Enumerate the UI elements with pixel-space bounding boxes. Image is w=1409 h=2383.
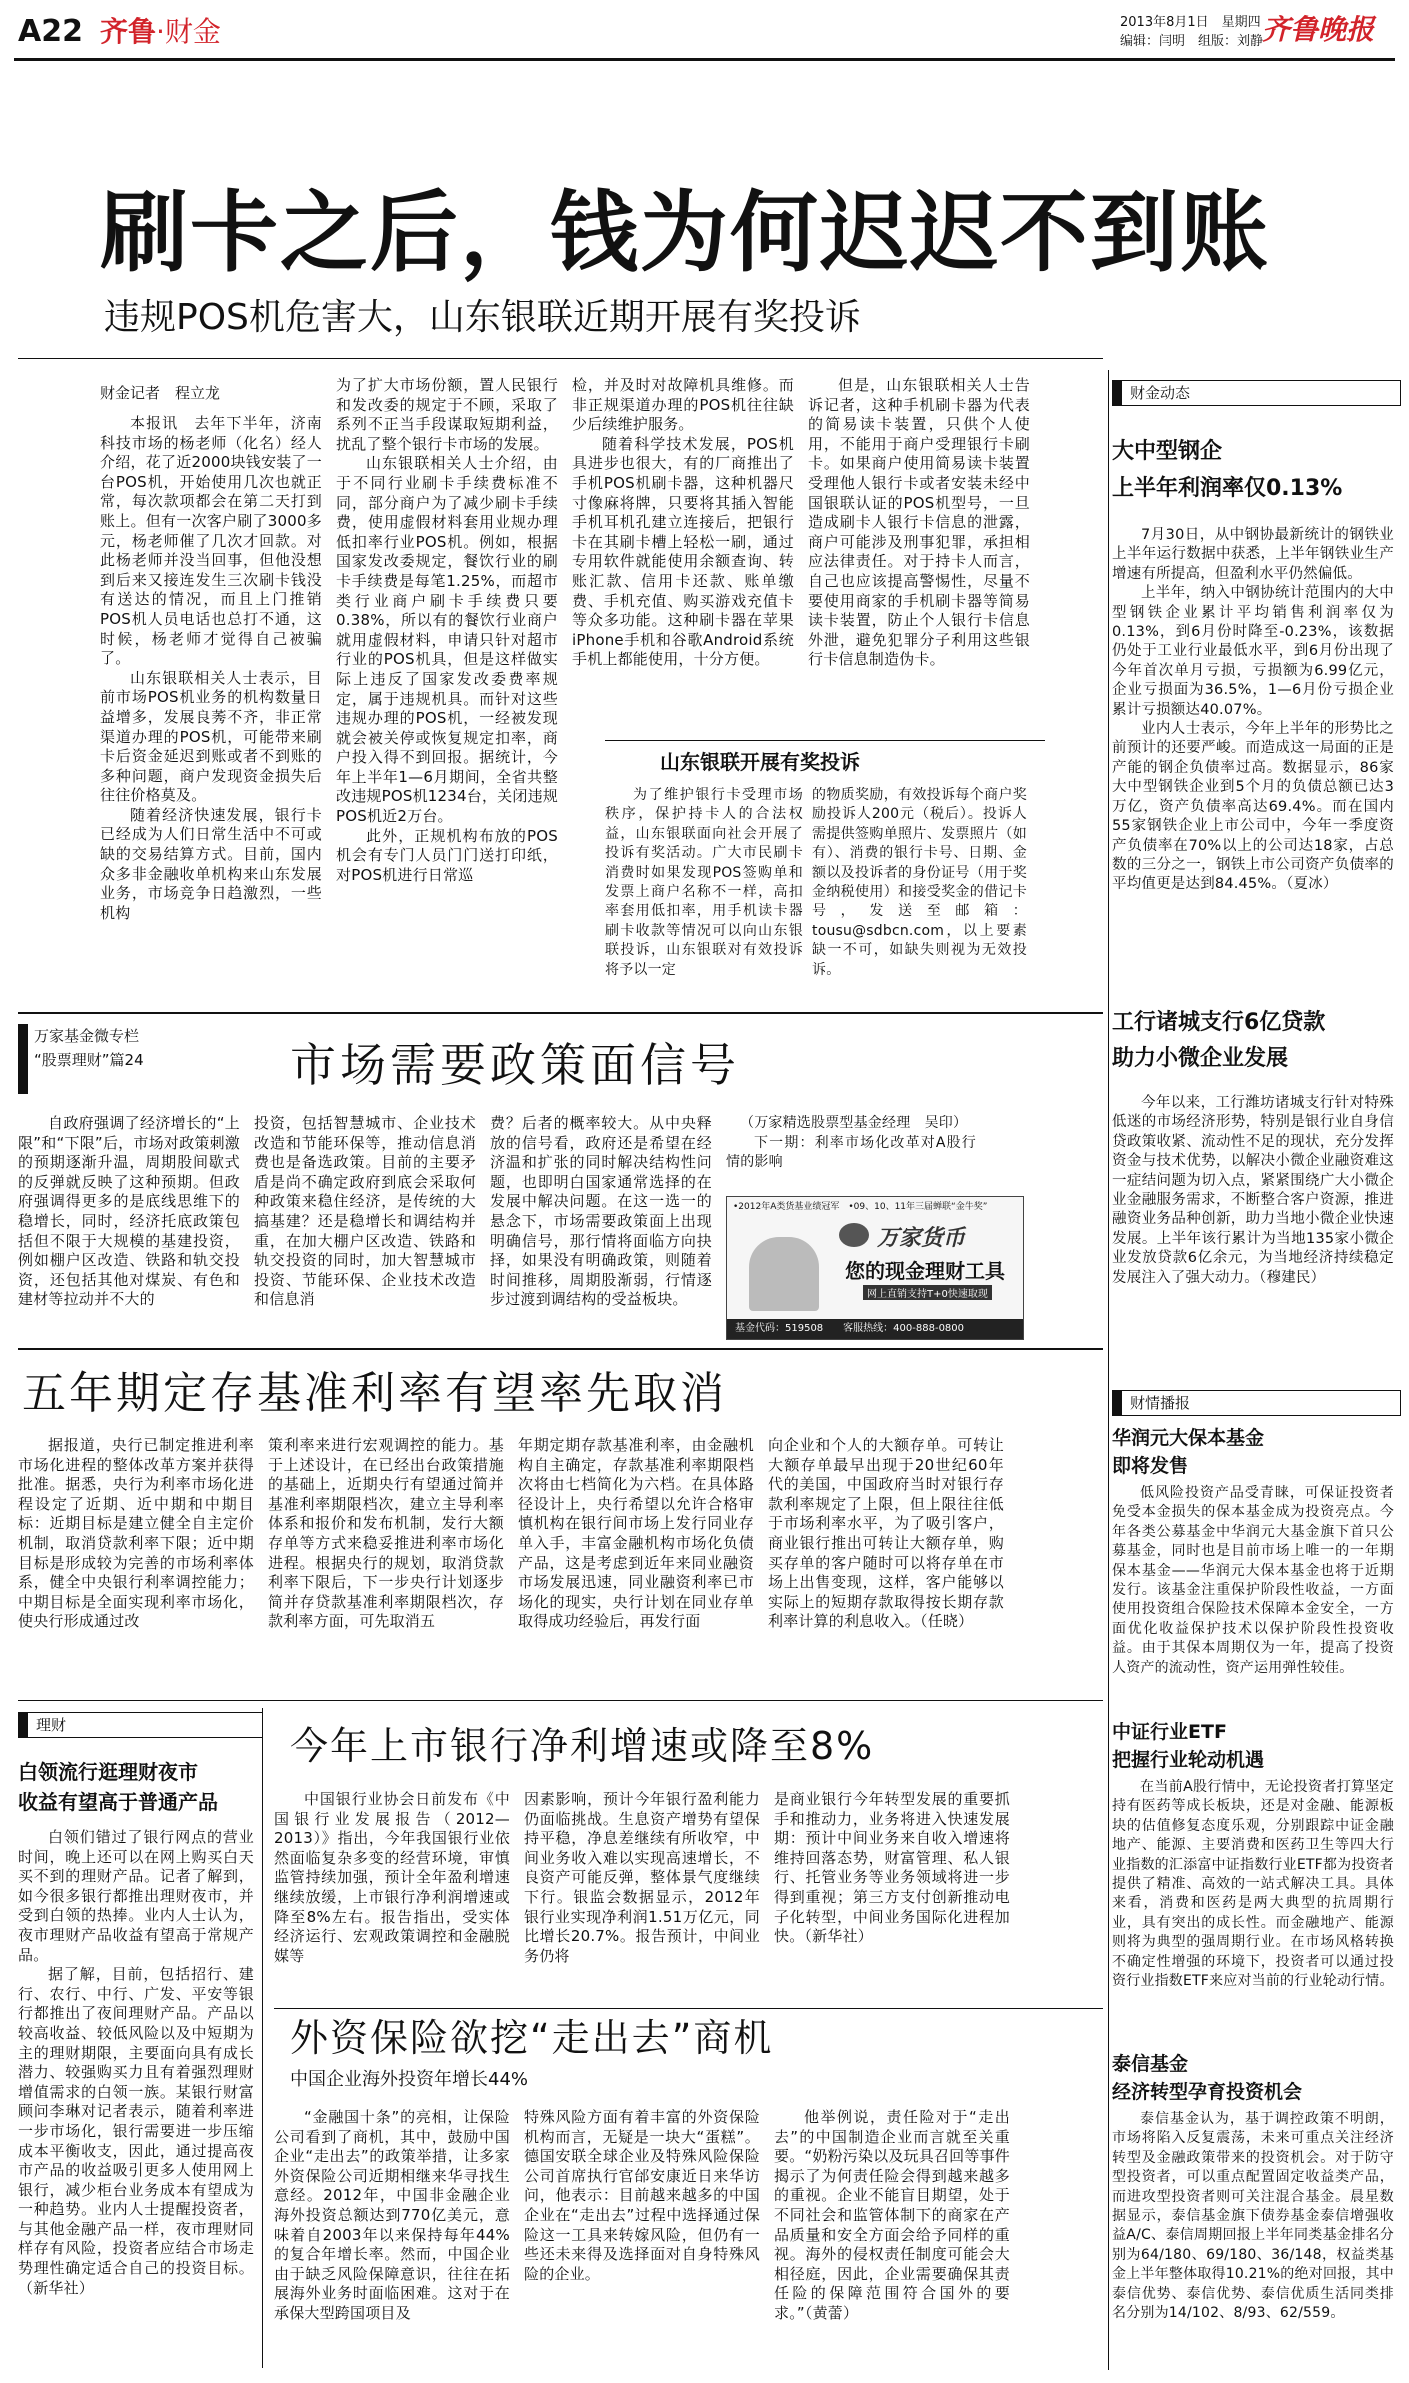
rate-col3-text: 年期定期存款基准利率，由金融机构自主确定，存款基准利率期限档次将由七档简化为六档。在具体路径设计上，央行希望以允许合格审慎机构在银行间市场上发行同业存单入手，丰富金融机构市场化负债产品，这是考虑到近年来同业融资市场发展迅速，同业融资利率已市场化的现实，央行计划在同业存单取得成功经验后，再发行面 bbox=[518, 1436, 754, 1631]
bank-col2-text: 因素影响，预计今年银行盈利能力仍面临挑战。生息资产增势有望保持平稳，净息差继续有所收窄，中间业务收入难以实现高速增长，不良资产可能反弹，整体景气度继续下行。银监会数据显示，2012年银行业实现净利润1.51万亿元，同比增长20.7%。报告预计，中间业务仍将 bbox=[524, 1790, 760, 1965]
licai-headline-1: 白领流行逛理财夜市 bbox=[18, 1760, 198, 1784]
taixin-body bbox=[1112, 2110, 1394, 2372]
page-header bbox=[0, 0, 1409, 62]
box-rule bbox=[605, 740, 1045, 741]
bank-col3-text: 是商业银行今年转型发展的重要抓手和推动力，业务将进入快速发展期：预计中间业务来自收入增速将维持回落态势，财富管理、私人银行、托管业务等业务领域将进一步得到重视；第三方支付创新推动电子化转型，中间业务国际化进程加快。（新华社） bbox=[774, 1790, 1010, 1946]
lead-headline: 刷卡之后，钱为何迟迟不到账 bbox=[100, 181, 1271, 284]
insurance-headline: 外资保险欲挖“走出去”商机 bbox=[290, 2016, 774, 2060]
licai-headline-2: 收益有望高于普通产品 bbox=[18, 1790, 218, 1814]
ad-sub: 网上直销支持T+0快速取现 bbox=[863, 1285, 992, 1300]
market-col2-text: 投资，包括智慧城市、企业技术改造和节能环保等，推动信息消费也是备选政策。目前的主要矛盾是尚不确定政府到底会采取何种政策来稳住经济，是传统的大搞基建？还是稳增长和调结构并重，在加大棚户区改造、铁路和轨交投资的同时，加大智慧城市投资、节能环保、企业技术改造和信息消 bbox=[254, 1114, 476, 1309]
rate-bottom-rule bbox=[18, 1700, 1103, 1701]
ad-code: 基金代码：519508 客服热线：400-888-0800 bbox=[727, 1319, 1024, 1339]
lead-col-2 bbox=[336, 376, 558, 1004]
steel-headline-1: 大中型钢企 bbox=[1112, 439, 1223, 464]
rate-col-3 bbox=[518, 1436, 754, 1690]
lead-col3-p2: 随着科学技术发展，POS机具进步也很大，有的厂商推出了手机POS机刷卡器，这种机器尺寸像麻将牌，只要将其插入智能手机耳机孔建立连接后，把银行卡在其刷卡槽上轻松一刷，通过专用软件就能使用余额查询、转账汇款、信用卡还款、账单缴费、手机充值、购买游戏充值卡等众多功能。这种刷卡器在苹果iPhone手机和谷歌Android系统手机上都能使用，十分方便。 bbox=[572, 434, 794, 669]
lead-col1-p1: 本报讯 去年下半年，济南科技市场的杨老师（化名）经人介绍，花了近2000块钱安装了一台POS机，开始使用几次也就正常，每次款项都会在第二天打到账上。但有一次客户刷了3000多元，杨老师催了几次才回款。对此杨老师并没当回事，但他没想到后来又接连发生三次刷卡钱没有送达的情况，而且上门推销POS机人员电话也总打不通，这时候，杨老师才觉得自己被骗了。 bbox=[100, 414, 322, 668]
lead-col2-p1: 为了扩大市场份额，置人民银行和发改委的规定于不顾，采取了系列不正当手段谋取短期利益，扰乱了整个银行卡市场的发展。 bbox=[336, 376, 558, 453]
fund-tag: 财情播报 bbox=[1112, 1390, 1401, 1416]
etf-headline-1: 中证行业ETF bbox=[1112, 1721, 1227, 1743]
box-right-text: 的物质奖励，有效投诉每个商户奖励投诉人200元（税后）。投诉人需提供签购单照片、发票照片（如有）、消费的银行卡号、日期、金额以及投诉者的身份证号（用于奖金纳税使用）和接受奖金的借记卡号，发送至邮箱：tousu@sdbcn.com，以上要素缺一不可，如缺失则视为无效投诉。 bbox=[812, 787, 1027, 978]
taixin-headline-2: 经济转型孕育投资机会 bbox=[1112, 2081, 1303, 2103]
hx-headline-2: 即将发售 bbox=[1112, 1455, 1189, 1477]
rate-col2-text: 策利率来进行宏观调控的能力。基于上述设计，在已经出台政策措施的基础上，近期央行有望通过简并基准利率期限档次，建立主导利率体系和报价和发布机制，发行大额存单等方式来稳妥推进利率市场化进程。根据央行的规划，取消贷款利率下限后，下一步央行计划逐步简并存贷款基准利率期限档次，存款利率方面，可先取消五 bbox=[268, 1436, 504, 1631]
editor-line: 编辑：闫明 组版：刘静 bbox=[1120, 34, 1264, 49]
market-col-3 bbox=[490, 1114, 712, 1334]
market-col-4 bbox=[726, 1114, 976, 1194]
fund-ad bbox=[726, 1196, 1024, 1340]
insurance-col1-text: “金融国十条”的亮相，让保险公司看到了商机，其中，鼓励中国企业“走出去”的政策举措，让多家外资保险公司近期相继来华寻找生意经。2012年，中国非金融企业海外投资总额达到770亿美元，意味着自2003年以来保持每年44%的复合年增长率。然而，中国企业由于缺乏风险保障意识，往往在拓展海外业务时面临困难。这对于在承保大型跨国项目及 bbox=[274, 2108, 510, 2322]
etf-text: 在当前A股行情中，无论投资者打算坚定持有医药等成长板块，还是对金融、能源板块的估值修复态度乐观，分别跟踪中证金融地产、能源、主要消费和医药卫生等四大行业指数的汇添富中证指数行业ETF都为投资者提供了精准、高效的一站式解决工具。具体来看，消费和医药是两大典型的抗周期行业，具有突出的成长性。而金融地产、能源则将为典型的强周期行业。在市场风格转换不确定性增强的环境下，投资者可以通过投资行业指数ETF来应对当前的行业轮动行情。 bbox=[1112, 1779, 1394, 1990]
lead-byline: 财金记者 程立龙 bbox=[100, 384, 221, 402]
section-name: 财金 bbox=[164, 15, 221, 48]
lead-col-4 bbox=[808, 376, 1030, 731]
bank-bottom-rule bbox=[274, 2008, 1103, 2009]
lead-col4-p1: 但是，山东银联相关人士告诉记者，这种手机刷卡器为代表的简易读卡装置，只供个人使用，不能用于商户受理银行卡刷卡。如果商户使用简易读卡装置受理他人银行卡或者安装未经中国银联认证的POS机型号，一旦造成刷卡人银行卡信息的泄露，商户可能涉及刑事犯罪，承担相应法律责任。对于持卡人而言，自己也应该提高警惕性，尽量不要使用商家的手机刷卡器等简易读卡装置，防止个人银行卡信息外泄，避免犯罪分子利用这些银行卡信息制造伪卡。 bbox=[808, 376, 1030, 669]
insurance-col3-text: 他举例说，责任险对于“走出去”的中国制造企业而言就至关重要。“奶粉污染以及玩具召回等事件揭示了为何责任险会得到越来越多的重视。企业不能盲目期望，处于不同社会和监管体制下的商家在产品质量和安全方面会给予同样的重视。海外的侵权责任制度可能会大相径庭，因此，企业需要确保其责任险的保障范围符合国外的要求。”（黄蕾） bbox=[774, 2108, 1010, 2322]
box-title: 山东银联开展有奖投诉 bbox=[660, 750, 860, 774]
market-next: 下一期：利率市场化改革对A股行情的影响 bbox=[726, 1134, 976, 1171]
insurance-col-2 bbox=[524, 2108, 760, 2368]
bank-headline: 今年上市银行净利增速或降至8% bbox=[290, 1724, 875, 1768]
steel-p1: 7月30日，从中钢协最新统计的钢铁业上半年运行数据中获悉，上半年钢铁业生产增速有所提高，但盈利水平仍然偏低。 bbox=[1112, 527, 1394, 582]
hx-body bbox=[1112, 1484, 1394, 1716]
ad-figure-icon bbox=[749, 1237, 819, 1311]
lead-col2-p3: 此外，正规机构布放的POS机会有专门人员门门送打印纸，对POS机进行日常巡 bbox=[336, 826, 558, 884]
market-headline: 市场需要政策面信号 bbox=[290, 1038, 740, 1092]
lead-rule bbox=[18, 358, 1103, 359]
licai-p1: 白领们错过了银行网点的营业时间，晚上还可以在网上购买白天买不到的理财产品。记者了解到，如今很多银行都推出理财夜市，并受到白领的热捧。业内人士认为，夜市理财产品收益有望高于常规产品。 bbox=[18, 1828, 254, 1964]
insurance-col-1 bbox=[274, 2108, 510, 2368]
icbc-headline-2: 助力小微企业发展 bbox=[1112, 1046, 1289, 1071]
insurance-col-3 bbox=[774, 2108, 1010, 2368]
lead-col-1 bbox=[100, 414, 322, 1004]
box-right-col bbox=[812, 786, 1027, 1006]
lead-col3-p1: 检，并及时对故障机具维修。而非正规渠道办理的POS机往往缺少后续维护服务。 bbox=[572, 376, 794, 434]
box-left-col bbox=[605, 786, 803, 1006]
market-col1-text: 自政府强调了经济增长的“上限”和“下限”后，市场对政策刺激的预期逐渐升温，周期股间歇式的反弹就反映了这种预期。但政府强调得更多的是底线思维下的稳增长，同时，经济托底政策包括但不限于大规模的基建投资，例如棚户区改造、铁路和轨交投资，还包括其他对煤炭、有色和建材等拉动并不大的 bbox=[18, 1114, 240, 1309]
taixin-text: 泰信基金认为，基于调控政策不明朗，市场将陷入反复震荡，未来可重点关注经济转型及金融政策带来的投资机会。对于防守型投资者，可以重点配置固定收益类产品，而进攻型投资者则可关注混合基金。晨星数据显示，泰信基金旗下债券基金泰信增强收益A/C、泰信周期回报上半年同类基金排名分别为64/180、69/180、36/148，权益类基金上半年整体取得10.21%的绝对回报，其中泰信优势、泰信优势、泰信优质生活同类排名分别为14/102、8/93、62/559。 bbox=[1112, 2111, 1394, 2322]
insurance-col2-text: 特殊风险方面有着丰富的外资保险机构而言，无疑是一块大“蛋糕”。德国安联全球企业及特殊风险保险公司首席执行官邰安康近日来华访问，他表示：目前越来越多的中国企业在“走出去”过程中选择通过保险这一工具来转嫁风险，但仍有一些还未来得及选择面对自身特殊风险的企业。 bbox=[524, 2108, 760, 2283]
hx-headline-1: 华润元大保本基金 bbox=[1112, 1427, 1265, 1449]
ad-logo-icon bbox=[839, 1223, 869, 1247]
lead-subheadline: 违规POS机危害大，山东银联近期开展有奖投诉 bbox=[104, 297, 861, 338]
market-bottom-rule bbox=[18, 1348, 1103, 1350]
icbc-headline-1: 工行诸城支行6亿贷款 bbox=[1112, 1010, 1326, 1035]
licai-body bbox=[18, 1828, 254, 2368]
date-line: 2013年8月1日 星期四 bbox=[1120, 15, 1261, 30]
bank-col-1 bbox=[274, 1790, 510, 1998]
icbc-text: 今年以来，工行潍坊诸城支行针对特殊低迷的市场经济形势，特别是银行业自身信贷政策收紧、流动性不足的现状，充分发挥资金与技术优势，以解决小微企业融资难这一症结问题为切入点，紧紧围绕广大小微企业金融服务需求，不断整合客户资源，推进融资业务品种创新，助力当地小微企业快速发展。上半年该行累计为当地135家小微企业发放贷款6亿余元，为当地经济持续稳定发展注入了强大动力。（穆建民） bbox=[1112, 1095, 1394, 1286]
ad-brand: 万家货币 bbox=[877, 1226, 966, 1251]
bank-col-2 bbox=[524, 1790, 760, 1998]
market-author: （万家精选股票型基金经理 吴印） bbox=[740, 1115, 968, 1131]
box-left-text: 为了维护银行卡受理市场秩序，保护持卡人的合法权益，山东银联面向社会开展了投诉有奖活动。广大市民刷卡消费时如果发现POS签购单和发票上商户名称不一样，高扣率套用低扣率，用手机读卡器刷卡收款等情况可以向山东银联投诉，山东银联对有效投诉将予以一定 bbox=[605, 787, 803, 978]
paper-logo: 齐鲁晚报 bbox=[1262, 13, 1375, 46]
rate-col1-text: 据报道，央行已制定推进利率市场化进程的整体改革方案并获得批准。据悉，央行为利率市场化进程设定了近期、近中期和中期目标：近期目标是建立健全自主定价机制，取消贷款利率下限；近中期目标是形成较为完善的市场利率体系，健全中央银行利率调控能力；中期目标是全面实现利率市场化，使央行形成通过改 bbox=[18, 1436, 254, 1631]
lead-col1-p2: 山东银联相关人士表示，目前市场POS机业务的机构数量日益增多，发展良莠不齐，非正常渠道办理的POS机，可能带来刷卡后资金延迟到账或者不到账的多种问题，商户发现资金损失后往往价格莫及。 bbox=[100, 668, 322, 805]
icbc-body bbox=[1112, 1094, 1394, 1346]
steel-p3: 业内人士表示，今年上半年的形势比之前预计的还要严峻。而造成这一局面的正是产能的钢企负债率过高。数据显示，86家大中型钢铁企业到5个月的负债总额已达3万亿，资产负债率高达69.4%。而在国内55家钢铁企业上市公司中，今年一季度资产负债率在70%以上的公司达18家，占总数的三分之一，钢铁上市公司资产负债率的平均值更是达到84.45%。（夏冰） bbox=[1112, 721, 1394, 893]
rate-col4-text: 向企业和个人的大额存单。可转让大额存单最早出现于20世纪60年代的美国，中国政府当时对银行存款利率规定了上限，但上限往往低于市场利率水平，为了吸引客户，商业银行推出可转让大额存单，购买存单的客户随时可以将存单在市场上出售变现，这样，客户能够以实际上的短期存款取得按长期存款利率计算的利息收入。（任晓） bbox=[768, 1436, 1004, 1631]
rate-col-2 bbox=[268, 1436, 504, 1690]
licai-divider bbox=[262, 1708, 263, 2368]
lead-col2-p2: 山东银联相关人士介绍，由于不同行业刷卡手续费标准不同，部分商户为了减少刷卡手续费，使用虚假材料套用业规办理低扣率行业POS机。例如，根据国家发改委规定，餐饮行业的刷卡手续费是每笔1.25%，而超市类行业商户刷卡手续费只要0.38%，所以有的餐饮行业商户就用虚假材料，申请只针对超市行业的POS机具，但是这样做实际上违反了国家发改委费率规定，属于违规机具。而针对这些违规办理的POS机，一经被发现就会被关停或恢复规定扣率，商户投入得不到回报。据统计，今年上半年1—6月期间，全省共整改违规POS机1234台，关闭违规POS机近2万台。 bbox=[336, 454, 558, 826]
steel-headline-2: 上半年利润率仅0.13% bbox=[1112, 476, 1343, 501]
steel-p2: 上半年，纳入中钢协统计范围内的大中型钢铁企业累计平均销售利润率仅为0.13%，到6月份时降至-0.23%，该数据仍处于工业行业最低水平，到6月份出现了今年首次单月亏损，亏损额为6.99亿元，企业亏损面为36.5%，1—6月份亏损企业累计亏损额达40.07%。 bbox=[1112, 585, 1394, 718]
market-col-2 bbox=[254, 1114, 476, 1334]
lead-col-3 bbox=[572, 376, 794, 731]
taixin-headline-1: 泰信基金 bbox=[1112, 2053, 1189, 2075]
etf-body bbox=[1112, 1778, 1394, 2050]
lead-bottom-rule bbox=[18, 1012, 1103, 1014]
page-number: A22 bbox=[18, 14, 83, 49]
section-dot: · bbox=[156, 15, 165, 48]
hx-text: 低风险投资产品受青睐，可保证投资者免受本金损失的保本基金成为投资亮点。今年各类公募基金中华润元大基金旗下首只公募基金，同时也是目前市场上唯一的一年期保本基金——华润元大保本基金也将于近期发行。该基金注重保护阶段性收益，一方面使用投资组合保险技术保障本金安全，一方面优化收益保护技术以保护阶段性投资收益。由于其保本周期仅为一年，提高了投资人资产的流动性，资产运用弹性较佳。 bbox=[1112, 1485, 1394, 1676]
market-col-1 bbox=[18, 1114, 240, 1334]
steel-body bbox=[1112, 526, 1394, 998]
rate-col-4 bbox=[768, 1436, 1004, 1690]
section-brand: 齐鲁 bbox=[100, 15, 157, 48]
market-column-tag-box bbox=[18, 1024, 184, 1094]
rate-headline: 五年期定存基准利率有望率先取消 bbox=[22, 1368, 727, 1419]
market-col3-text: 费？后者的概率较大。从中央释放的信号看，政府还是希望在经济温和扩张的同时解决结构性问题，也即明白国家通常选择的在发展中解决问题。在这一选一的悬念下，市场需要政策面上出现明确信号，那行情将面临方向抉择，如果没有明确政策，则随着时间推移，周期股渐弱，行情逐步过渡到调结构的受益板块。 bbox=[490, 1114, 712, 1309]
ad-slogan: 您的现金理财工具 bbox=[845, 1259, 1005, 1283]
market-column-tag: 万家基金微专栏 bbox=[34, 1027, 140, 1045]
licai-tag: 理财 bbox=[18, 1712, 263, 1738]
sidebar-divider bbox=[1108, 370, 1109, 2370]
rate-col-1 bbox=[18, 1436, 254, 1690]
etf-headline-2: 把握行业轮动机遇 bbox=[1112, 1749, 1265, 1771]
bank-col1-text: 中国银行业协会日前发布《中国银行业发展报告（2012—2013）》指出，今年我国银行业依然面临复杂多变的经营环境，审慎监管持续加强，预计全年盈利增速继续放缓，上市银行净利润增速或降至8%左右。报告指出，受实体经济运行、宏观政策调控和金融脱媒等 bbox=[274, 1790, 510, 1965]
insurance-subheadline: 中国企业海外投资年增长44% bbox=[290, 2069, 529, 2090]
market-column-series: “股票理财”篇24 bbox=[34, 1051, 144, 1069]
bank-col-3 bbox=[774, 1790, 1010, 1998]
lead-col1-p3: 随着经济快速发展，银行卡已经成为人们日常生活中不可或缺的交易结算方式。目前，国内众多非金融收单机构来山东发展业务，市场竞争日趋激烈，一些机构 bbox=[100, 805, 322, 922]
licai-p2: 据了解，目前，包括招行、建行、农行、中行、广发、平安等银行都推出了夜间理财产品。产品以较高收益、较低风险以及中短期为主的理财期限，主要面向具有成长潜力、较强购买力且有着强烈理财增值需求的白领一族。某银行财富顾问李琳对记者表示，随着利率进一步市场化，银行需要进一步压缩成本平衡收支，因此，通过提高夜市产品的收益吸引更多人使用网上银行，减少柜台业务成本有望成为一种趋势。业内人士提醒投资者，与其他金融产品一样，夜市理财同样存有风险，投资者应结合市场走势理性确定适合自己的投资目标。（新华社） bbox=[18, 1965, 254, 2297]
section-title bbox=[100, 15, 221, 49]
dynamics-tag: 财金动态 bbox=[1112, 380, 1401, 406]
ad-top: •2012年A类货基业绩冠军 •09、10、11年三届蝉联“金牛奖” bbox=[733, 1202, 988, 1212]
header-rule bbox=[14, 58, 1395, 61]
